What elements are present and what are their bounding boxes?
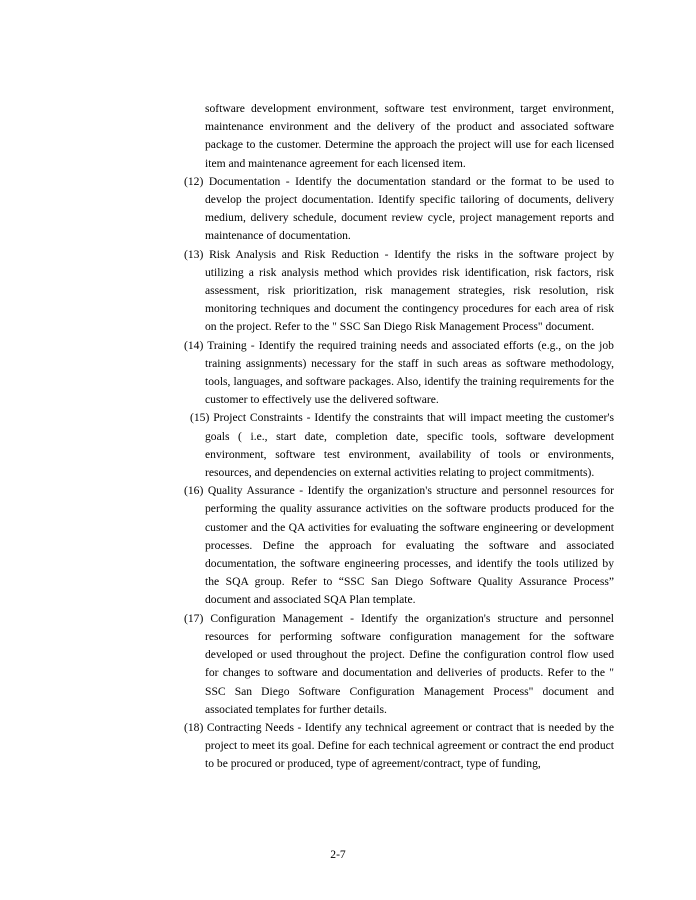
paragraph-text: Risk Analysis and Risk Reduction - Identify the risks in the software project by utilizing a risk analysis method which provides risk identification, risk factors, risk assessment, risk prioritization, risk management strategies, risk resolution, risk monitoring techniques and document the contingency procedures for each area of risk on the project. Refer to the " SSC San Diego Risk Management Process" document. xyxy=(205,247,615,334)
item-number: (12) xyxy=(184,174,209,188)
document-body xyxy=(184,100,614,774)
item-number: (13) xyxy=(184,247,210,261)
list-item-12 xyxy=(184,173,614,246)
list-item-18 xyxy=(184,719,614,774)
paragraph-text: Quality Assurance - Identify the organization's structure and personnel resources for performing the quality assurance activities on the software products produced for the customer and the QA activities for evaluating the software engineering or development processes. Define the approach for evaluating the software and associated documentation, the software engineering processes, and identify the tools utilized by the SQA group. Refer to “SSC San Diego Software Quality Assurance Process” document and associated SQA Plan template. xyxy=(205,484,615,607)
page-number: 2-7 xyxy=(330,848,346,861)
paragraph-text: Training - Identify the required training needs and associated efforts (e.g., on the job training assignments) necessary for the staff in such areas as software methodology, tools, languages, and software packages. Also, identify the training requirements for the customer to effectively use the delivered software. xyxy=(205,338,614,407)
paragraph-text: Documentation - Identify the documentation standard or the format to be used to develop the project documentation. Identify specific tailoring of documents, delivery medium, delivery schedule, document review cycle, project management reports and maintenance of documentation. xyxy=(205,174,614,243)
paragraph-text: software development environment, software test environment, target environment, maintenance environment and the delivery of the product and associated software package to the customer. Determine the approach the project will use for each licensed item and maintenance agreement for each licensed item. xyxy=(205,102,614,170)
list-item-14 xyxy=(184,337,614,410)
item-number: (15) xyxy=(190,411,214,425)
paragraph-text: Configuration Management - Identify the organization's structure and personnel resources for performing software configuration management for the software developed or used throughout the project. Define the configuration control flow used for changes to software and documentation and deliveries of products. Refer to the " SSC San Diego Software Configuration Management Process" document and associated templates for further details. xyxy=(205,611,614,716)
list-item-17 xyxy=(184,610,614,719)
item-number: (14) xyxy=(184,338,208,352)
paragraph-text: Project Constraints - Identify the constraints that will impact meeting the customer's goals ( i.e., start date, completion date, specific tools, software development environment, software test environment, availability of tools or environments, resources, and dependencies on external activities relating to project commitments). xyxy=(205,411,615,480)
item-number: (16) xyxy=(184,484,208,498)
paragraph-continuation xyxy=(184,100,614,173)
list-item-15 xyxy=(184,409,614,482)
list-item-16 xyxy=(184,482,614,609)
list-item-13 xyxy=(184,246,614,337)
item-number: (17) xyxy=(184,611,211,625)
item-number: (18) xyxy=(184,720,207,734)
paragraph-text: Contracting Needs - Identify any technical agreement or contract that is needed by the project to meet its goal. Define for each technical agreement or contract the end product to be procured or produced, type of agreement/contract, type of funding, xyxy=(205,720,614,771)
